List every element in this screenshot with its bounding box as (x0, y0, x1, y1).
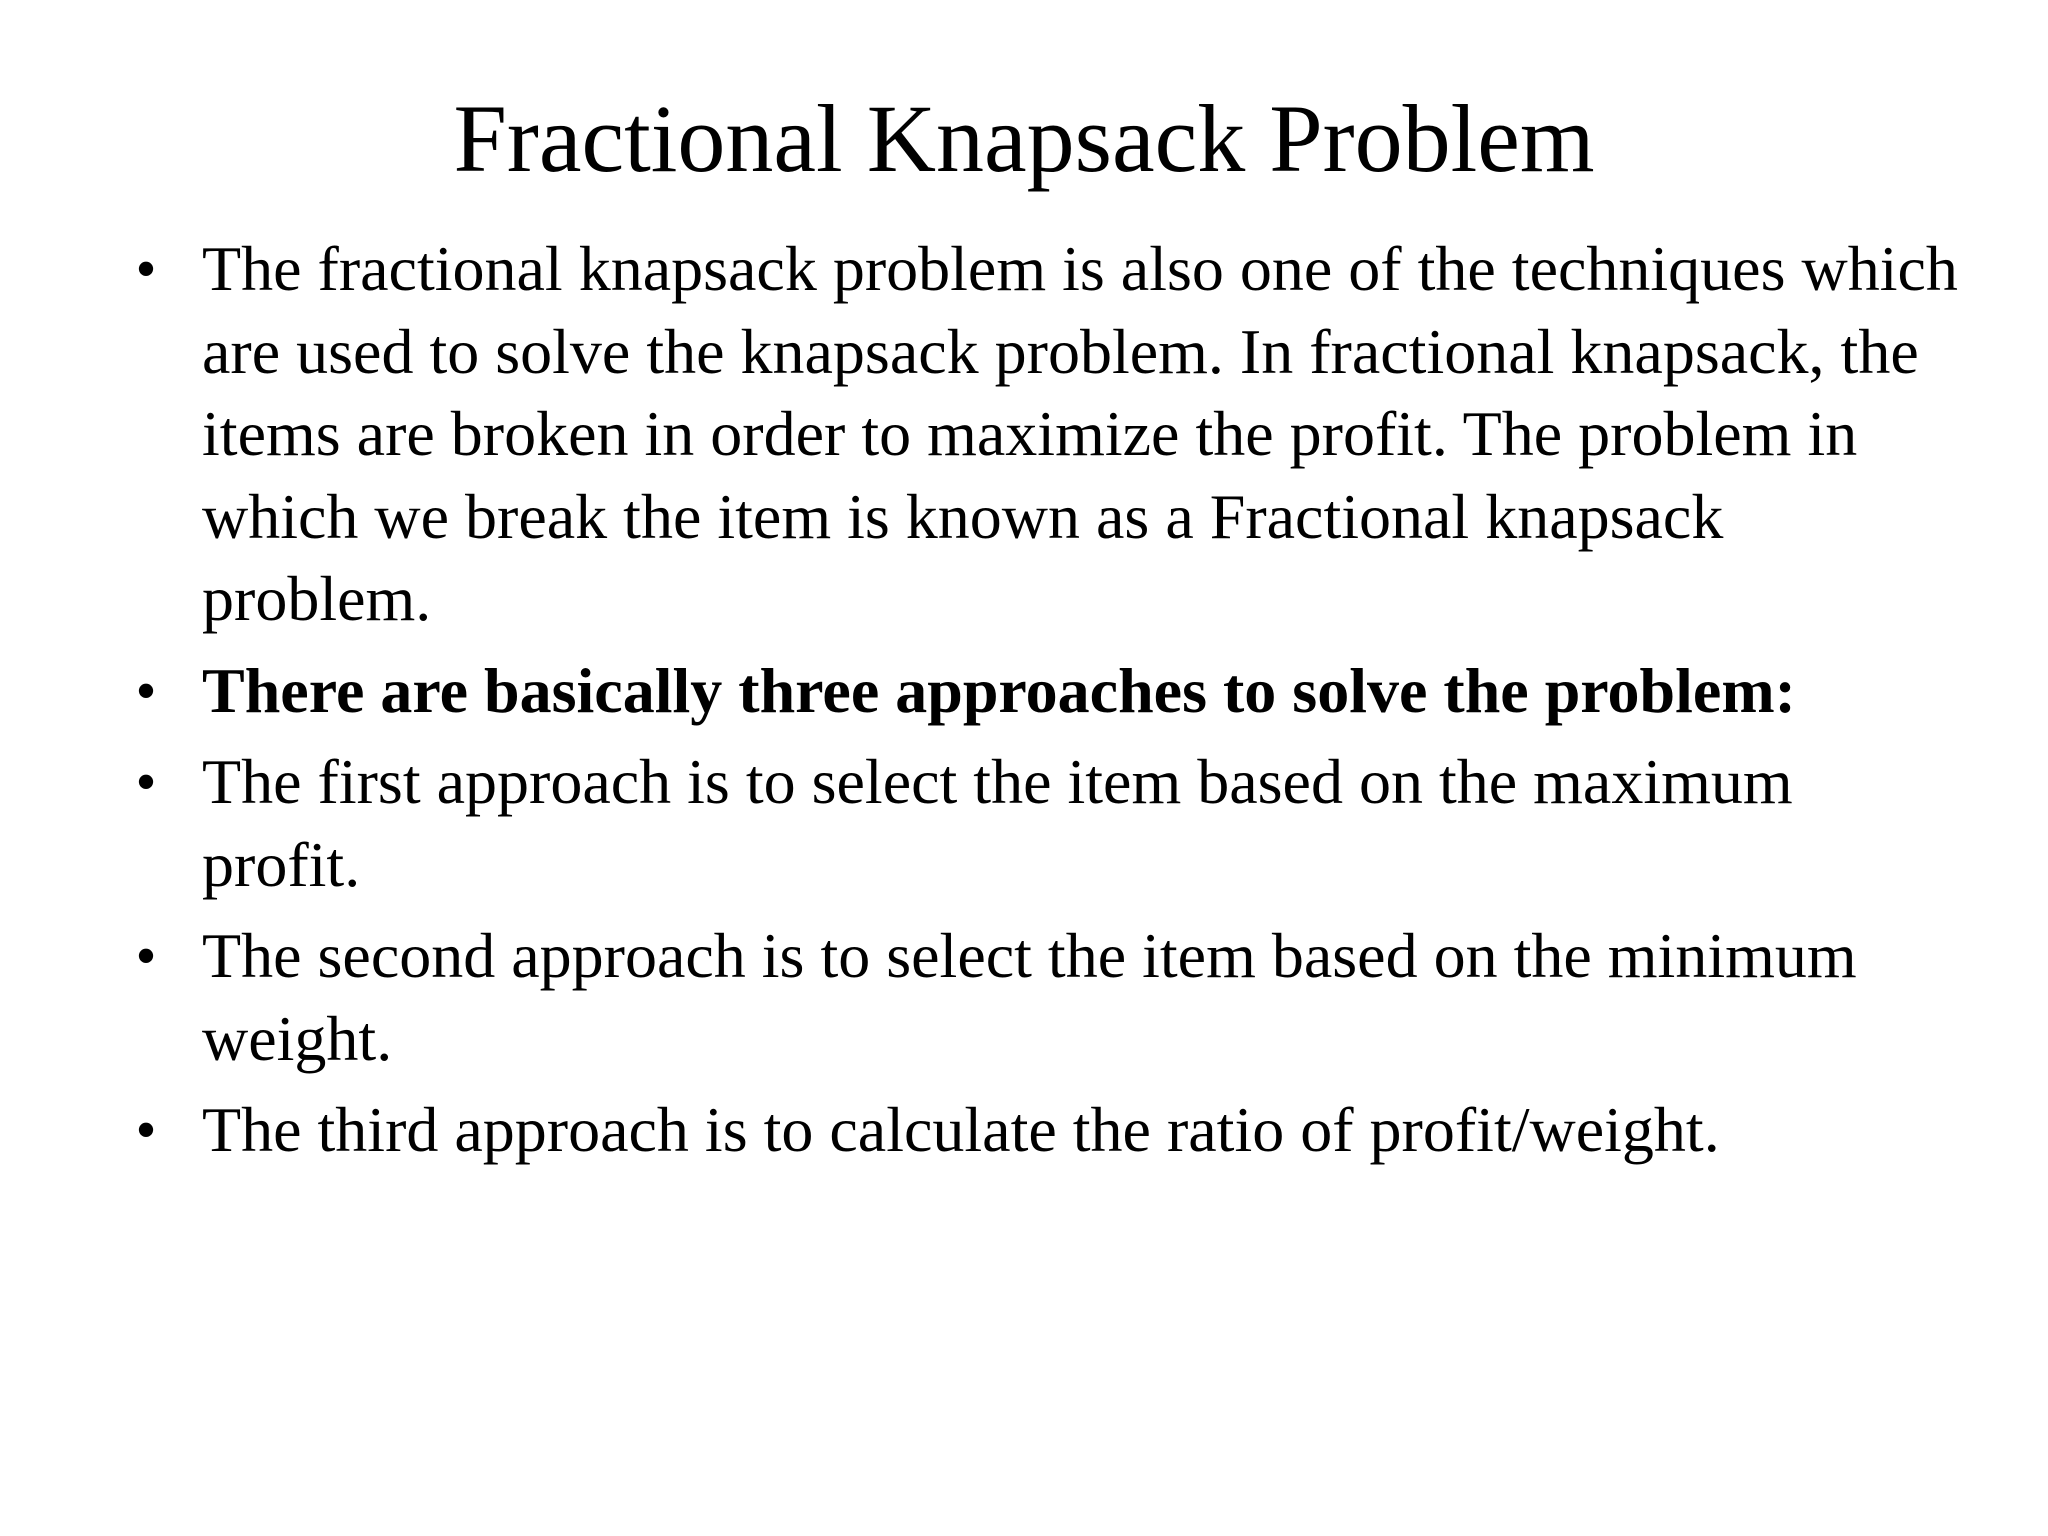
bullet-list (135, 228, 1962, 1181)
bullet-item (135, 650, 1962, 733)
bullet-icon: • (135, 923, 157, 989)
bullet-icon: • (135, 1097, 157, 1163)
bullet-text: There are basically three approaches to solve the problem: (202, 654, 1796, 726)
bullet-icon: • (135, 657, 157, 724)
bullet-icon: • (135, 749, 157, 815)
bullet-item (135, 228, 1962, 641)
slide-title: Fractional Knapsack Problem (453, 85, 1595, 192)
bullet-text: The fractional knapsack problem is also one of the techniques which are used to solve the knapsack problem. In fractional knapsack, the items are broken in order to maximize the profit. The problem in which we break the item is known as a Fractional knapsack problem. (202, 233, 1958, 634)
bullet-item (135, 741, 1962, 906)
bullet-text: The second approach is to select the item based on the minimum weight. (202, 920, 1857, 1074)
bullet-text: The third approach is to calculate the ratio of profit/weight. (202, 1094, 1720, 1165)
bullet-item (135, 915, 1962, 1080)
bullet-item (135, 1089, 1962, 1172)
bullet-icon: • (135, 236, 157, 302)
bullet-text: The first approach is to select the item based on the maximum profit. (202, 746, 1793, 900)
